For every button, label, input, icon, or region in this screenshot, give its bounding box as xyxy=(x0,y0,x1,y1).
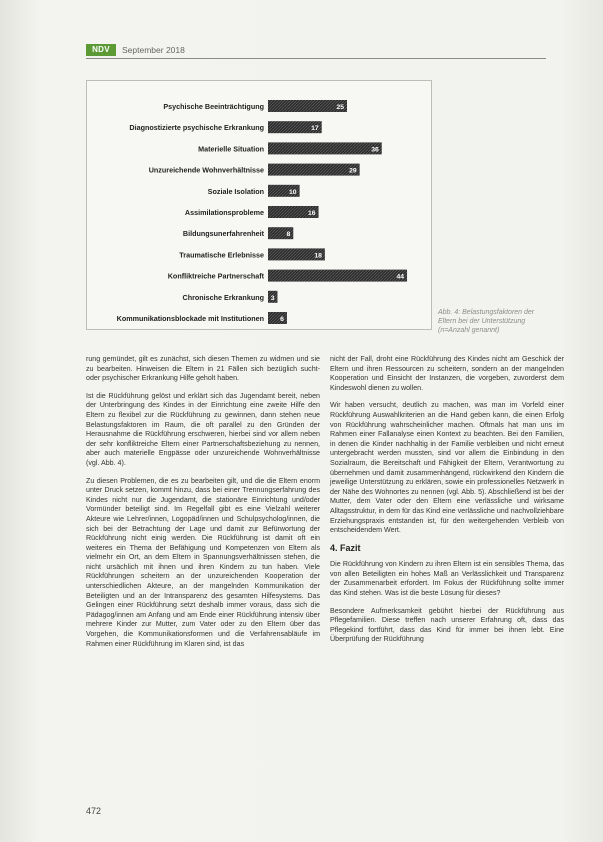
category-label: Assimilationsprobleme xyxy=(184,208,264,217)
left-paragraph-1: rung gemündet, gilt es zunächst, sich diesen Themen zu widmen und sie zu bearbeiten. Hinweisen die Eltern in 21 Fällen sich bezüglich sucht- oder psychischer Erkrankung Hilfe geholt haben. xyxy=(86,355,320,383)
left-paragraph-3: Zu diesen Problemen, die es zu bearbeiten gilt, und die die Eltern enorm unter Druck setzen, kommt hinzu, dass bei einer Trennungserfahrung des Kindes nicht nur die Jugendamt, die stationäre Einrichtung und/oder Vormünder beteiligt sind. Im Regelfall gibt es eine Vielzahl weiterer Akteure wie Lehrer/innen, Logopäd/innen und Schulpsycholog/innen, die sich bei der Betrachtung der Lage und damit zur Befürwortung der Rückführung nicht einig werden. Die Rückführung ist damit oft ein weiteres ein Thema der Befähigung und Kompetenzen von Eltern als vielmehr ein Ort, an dem Eltern in Spannungsverhältnissen stehen, die nicht ursächlich mit ihnen und ihren Kindern zu tun haben. Viele Rückführungen scheitern an der unzureichenden Kooperation der unterschiedlichen Akteure, an der mangelnden Kommunikation der Beteiligten und an der Intransparenz des gesamten Hilfesystems. Das Gelingen einer Rückführung setzt deshalb immer voraus, dass sich die Pädagog/innen am Anfang und am Ende einer Rückführung intensiv über mehrere Kinder zur Mutter, zum Vater oder zu den Eltern über das Vorgehen, die Kommunikationsformen und die Verfahrensabläufe im Rahmen einer Rückführung im Klaren sind, ist das xyxy=(86,476,320,648)
bar xyxy=(268,164,360,176)
category-label: Bildungsunerfahrenheit xyxy=(182,229,264,239)
bar xyxy=(268,142,382,154)
left-paragraph-2: Ist die Rückführung gelöst und erklärt sich das Jugendamt bereit, neben der Unterbringung des Kindes in der Einrichtung eine zweite Hilfe den Eltern zu flexibel zur die Rückführung zu gewinnen, dann stehen neue Belastungsfaktoren im Raum, die oft parallel zu den Gründen der Herausnahme die Rückführung erschweren, hierbei sind vor allem neben der sehr konfliktreiche Eltern einer Partnerschaftsbeziehung zu nennen, aber auch materielle Engpässe oder unzureichende Wohnverhältnisse (vgl. Abb. 4). xyxy=(86,391,320,467)
bar-value-label: 16 xyxy=(307,210,316,217)
bar-value-label: 3 xyxy=(270,294,275,302)
bar-chart xyxy=(86,80,432,330)
bar xyxy=(268,270,407,282)
category-label: Psychische Beeinträchtigung xyxy=(163,102,264,111)
right-paragraph-2: Wir haben versucht, deutlich zu machen, was man im Vorfeld einer Rückführung Auswahlkriterien an die Hand geben kann, die einen Erfolg von Rückführung wahrscheinlicher machen. Oftmals hat man uns im Rahmen einer Fallanalyse einen Kontext zu beachten. Bei den Familien, in denen die Kinder nachhaltig in der Familie verbleiben und nicht erneut untergebracht werden mussten, sind vor allem die Einbindung in den Sozialraum, die Bereitschaft und Fähigkeit der Eltern, Verantwortung zu übernehmen und damit zusammenhängend, rückwirkend den Kindern die jeweilige Unterstützung zu erklären, sowie ein professionelles Netzwerk in der Nähe des Wohnortes zu nennen (vgl. Abb. 5). Abschließend ist bei der Mutter, dem Vater oder den Eltern eine verlässliche und wirksame Alltagsstruktur, in dem für das Kind eine verlässliche und nachvollziehbare Erziehungspraxis entstanden ist, für den weitergehenden Verbleib von entscheidendem Wert. xyxy=(330,401,564,535)
category-label: Unzureichende Wohnverhältnisse xyxy=(148,165,264,175)
section-heading-fazit: 4. Fazit xyxy=(330,542,361,553)
category-label: Kommunikationsblockade mit Institutionen xyxy=(116,314,264,323)
category-label: Konfliktreiche Partnerschaft xyxy=(167,271,264,281)
bar-value-label: 10 xyxy=(289,188,297,196)
figure-caption: Abb. 4: Belastungsfaktoren der Eltern bei der Unterstützung (n=Anzahl genannt) xyxy=(438,309,535,334)
bar xyxy=(268,100,347,112)
right-paragraph-3: Die Rückführung von Kindern zu ihren Eltern ist ein sensibles Thema, das von allen Beteiligten ein hohes Maß an Verlässlichkeit und Transparenz der Zusammenarbeit erfordert. Im Fokus der Rückführung sollte immer das Kind stehen. Was ist die beste Lösung für dieses? xyxy=(330,560,564,598)
right-paragraph-4: Besondere Aufmerksamkeit gebührt hierbei der Rückführung aus Pflegefamilien. Diese treffen nach unserer Erfahrung oft, dass das Pflegekind fortführt, dass das Kind für immer bei ihnen lebt. Eine Überprüfung der Rückführung xyxy=(330,606,564,644)
header-rule xyxy=(86,58,546,59)
right-column xyxy=(330,355,564,653)
bar xyxy=(268,312,287,324)
bar-value-label: 8 xyxy=(286,231,291,239)
category-label: Traumatische Erlebnisse xyxy=(179,250,264,260)
issue-date: September 2018 xyxy=(122,45,185,55)
bar-value-label: 6 xyxy=(280,316,284,323)
bar-value-label: 17 xyxy=(311,125,319,133)
bar-value-label: 36 xyxy=(371,146,379,154)
page-header xyxy=(86,44,546,58)
left-column xyxy=(86,355,320,657)
bar-value-label: 29 xyxy=(349,167,357,175)
category-label: Chronische Erkrankung xyxy=(182,292,264,302)
category-label: Soziale Isolation xyxy=(207,186,264,196)
bar-chart-svg xyxy=(86,80,432,330)
category-label: Diagnostizierte psychische Erkrankung xyxy=(129,123,264,133)
right-paragraph-1: nicht der Fall, droht eine Rückführung des Kindes nicht am Geschick der Eltern und ihren Ressourcen zu scheitern, sondern an der mangelnden Kooperation und Einsicht der Instanzen, die vorgeben, zuvorderst dem Kindeswohl dienen zu wollen. xyxy=(330,355,564,392)
page-number: 472 xyxy=(86,806,102,816)
bar-value-label: 44 xyxy=(396,273,405,281)
journal-logo: NDV xyxy=(86,44,116,56)
category-label: Materielle Situation xyxy=(198,144,264,154)
bar-value-label: 25 xyxy=(336,104,344,111)
bar-value-label: 18 xyxy=(314,252,322,260)
